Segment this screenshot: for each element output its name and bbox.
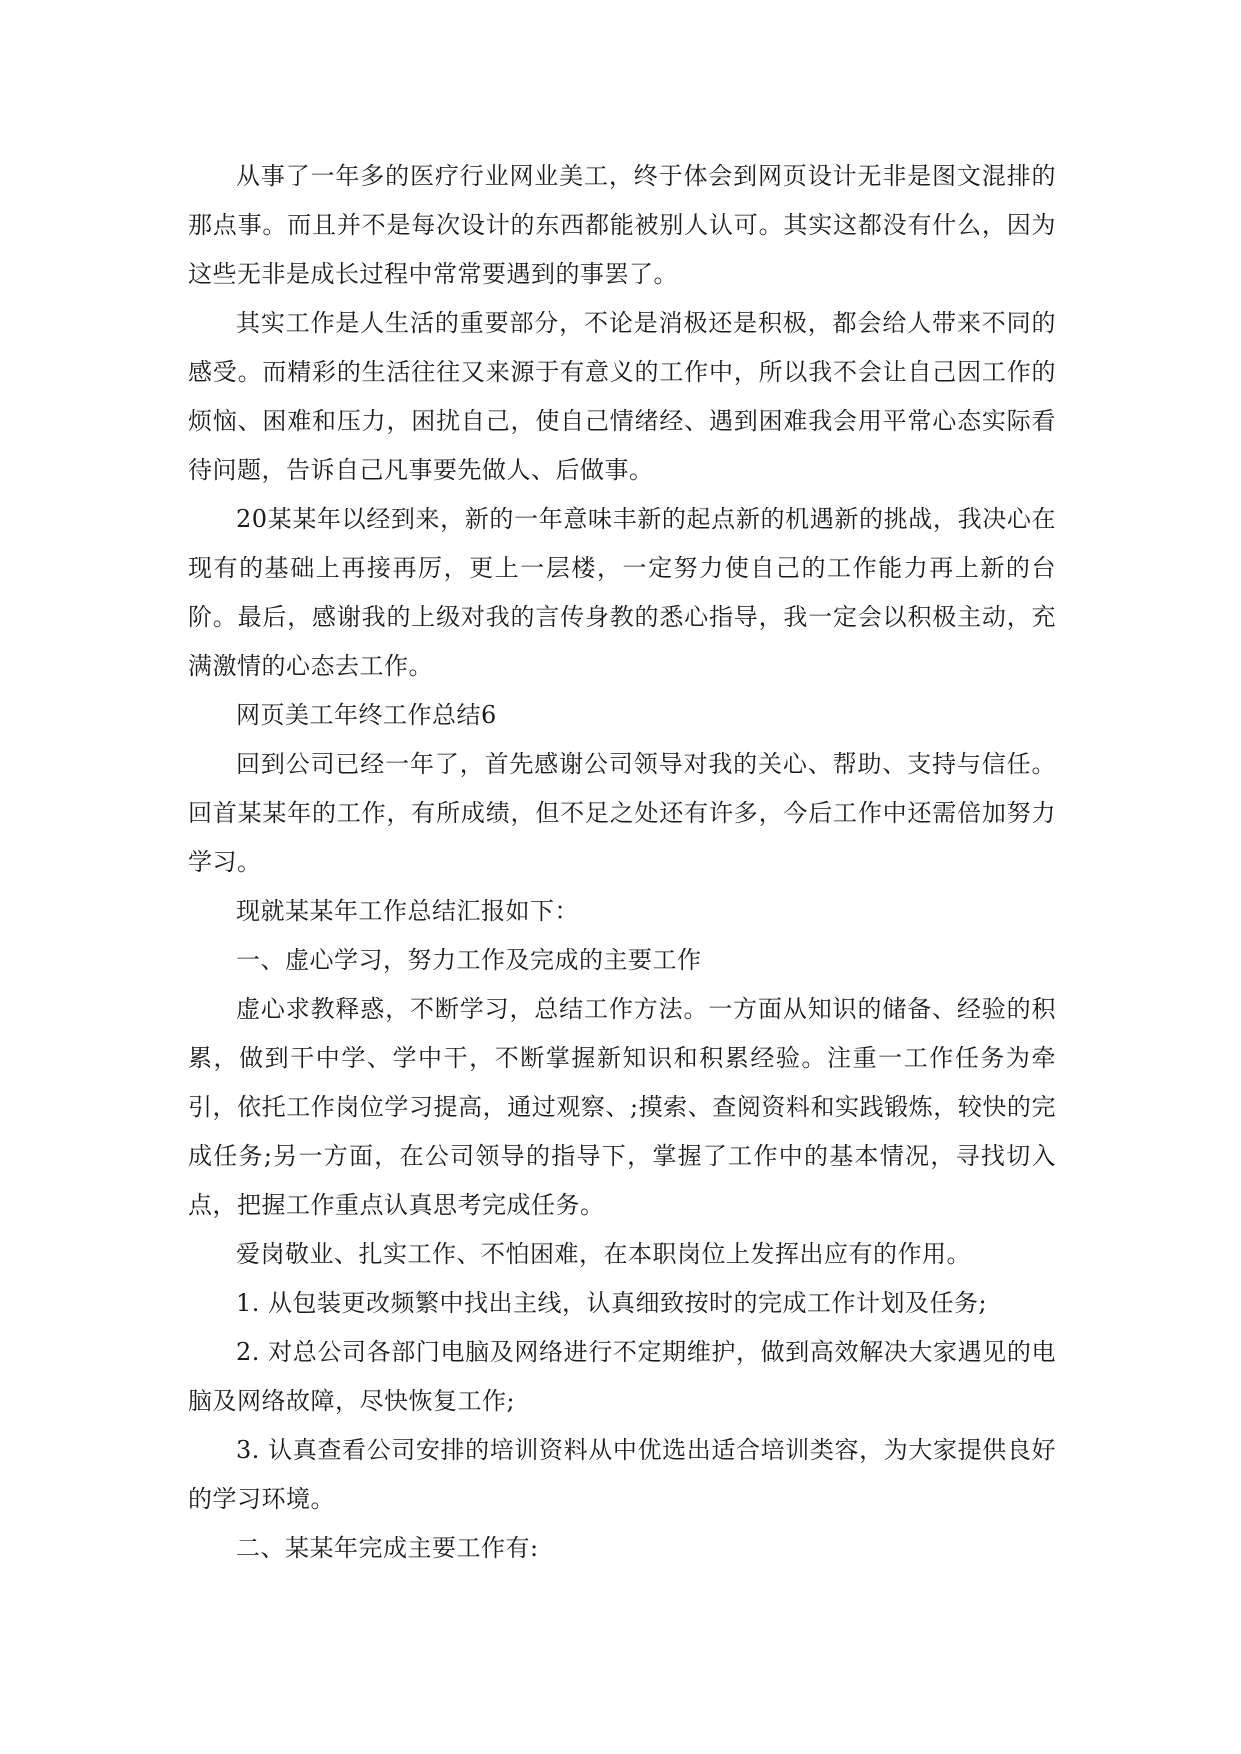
- section-heading: 网页美工年终工作总结6: [236, 701, 497, 729]
- section-heading: 二、某某年完成主要工作有:: [236, 1534, 539, 1562]
- paragraph: 其实工作是人生活的重要部分，不论是消极还是积极，都会给人带来不同的感受。而精彩的生活往往又来源于有意义的工作中，所以我不会让自己因工作的烦恼、困难和压力，困扰自己，使自己情绪经、遇到困难我会用平常心态实际看待问题，告诉自己凡事要先做人、后做事。: [188, 309, 1056, 484]
- list-item: 3. 认真查看公司安排的培训资料从中优选出适合培训类容，为大家提供良好的学习环境。: [188, 1436, 1056, 1513]
- document-body: [188, 152, 1056, 1573]
- paragraph: 现就某某年工作总结汇报如下：: [236, 897, 579, 925]
- paragraph: 回到公司已经一年了，首先感谢公司领导对我的关心、帮助、支持与信任。回首某某年的工作，有所成绩，但不足之处还有许多，今后工作中还需倍加努力学习。: [188, 750, 1056, 876]
- paragraph: 从事了一年多的医疗行业网业美工，终于体会到网页设计无非是图文混排的那点事。而且并不是每次设计的东西都能被别人认可。其实这都没有什么，因为这些无非是成长过程中常常要遇到的事罢了。: [188, 162, 1056, 288]
- list-item: 2. 对总公司各部门电脑及网络进行不定期维护，做到高效解决大家遇见的电脑及网络故障，尽快恢复工作;: [188, 1338, 1056, 1415]
- list-item: 1. 从包装更改频繁中找出主线，认真细致按时的完成工作计划及任务;: [236, 1289, 988, 1317]
- section-heading: 一、虚心学习，努力工作及完成的主要工作: [236, 946, 702, 974]
- paragraph: 爱岗敬业、扎实工作、不怕困难，在本职岗位上发挥出应有的作用。: [236, 1240, 971, 1268]
- paragraph: 虚心求教释惑，不断学习，总结工作方法。一方面从知识的储备、经验的积累，做到干中学、学中干，不断掌握新知识和积累经验。注重一工作任务为牵引，依托工作岗位学习提高，通过观察、;摸索、查阅资料和实践锻炼，较快的完成任务;另一方面，在公司领导的指导下，掌握了工作中的基本情况，寻找切入点，把握工作重点认真思考完成任务。: [188, 995, 1056, 1219]
- paragraph: 20某某年以经到来，新的一年意味丰新的起点新的机遇新的挑战，我决心在现有的基础上再接再厉，更上一层楼，一定努力使自己的工作能力再上新的台阶。最后，感谢我的上级对我的言传身教的悉心指导，我一定会以积极主动，充满激情的心态去工作。: [188, 505, 1056, 680]
